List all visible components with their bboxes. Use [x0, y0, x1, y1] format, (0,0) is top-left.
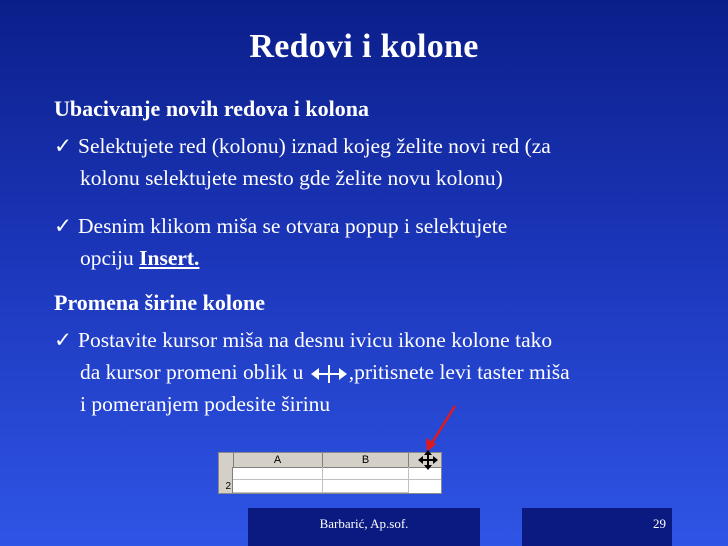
footer-author: Barbarić, Ap.sof.: [248, 508, 480, 546]
slide-title: Redovi i kolone: [249, 28, 479, 65]
row-header-2: 2: [219, 480, 233, 493]
bullet-text: Selektujete red (kolonu) iznad kojeg želite novi red (za: [78, 134, 551, 158]
bullet-text-prefix: opciju: [80, 246, 140, 270]
section-heading-width: Promena širine kolone: [54, 290, 266, 315]
bullet-text: Postavite kursor miša na desnu ivicu ikone kolone tako: [78, 328, 553, 352]
bullet-text: Desnim klikom miša se otvara popup i selektujete: [78, 214, 508, 238]
column-header-b: B: [323, 453, 409, 467]
bullet-text-cont: kolonu selektujete mesto gde želite novu kolonu): [80, 166, 503, 190]
bullet-text-prefix: da kursor promeni oblik u: [80, 360, 304, 384]
spreadsheet-snippet: [218, 452, 442, 494]
insert-option: Insert.: [139, 246, 200, 270]
bullet-text-suffix: ,pritisnete levi taster miša: [348, 360, 570, 384]
move-cursor-icon: [418, 450, 438, 470]
checkmark-icon: ✓: [54, 328, 73, 352]
checkmark-icon: ✓: [54, 214, 73, 238]
section-heading-insert: Ubacivanje novih redova i kolona: [54, 96, 369, 121]
page-number: 29: [522, 508, 672, 546]
checkmark-icon: ✓: [54, 134, 73, 158]
bullet-text-cont: i pomeranjem podesite širinu: [80, 392, 331, 416]
column-header-a: A: [233, 453, 323, 467]
